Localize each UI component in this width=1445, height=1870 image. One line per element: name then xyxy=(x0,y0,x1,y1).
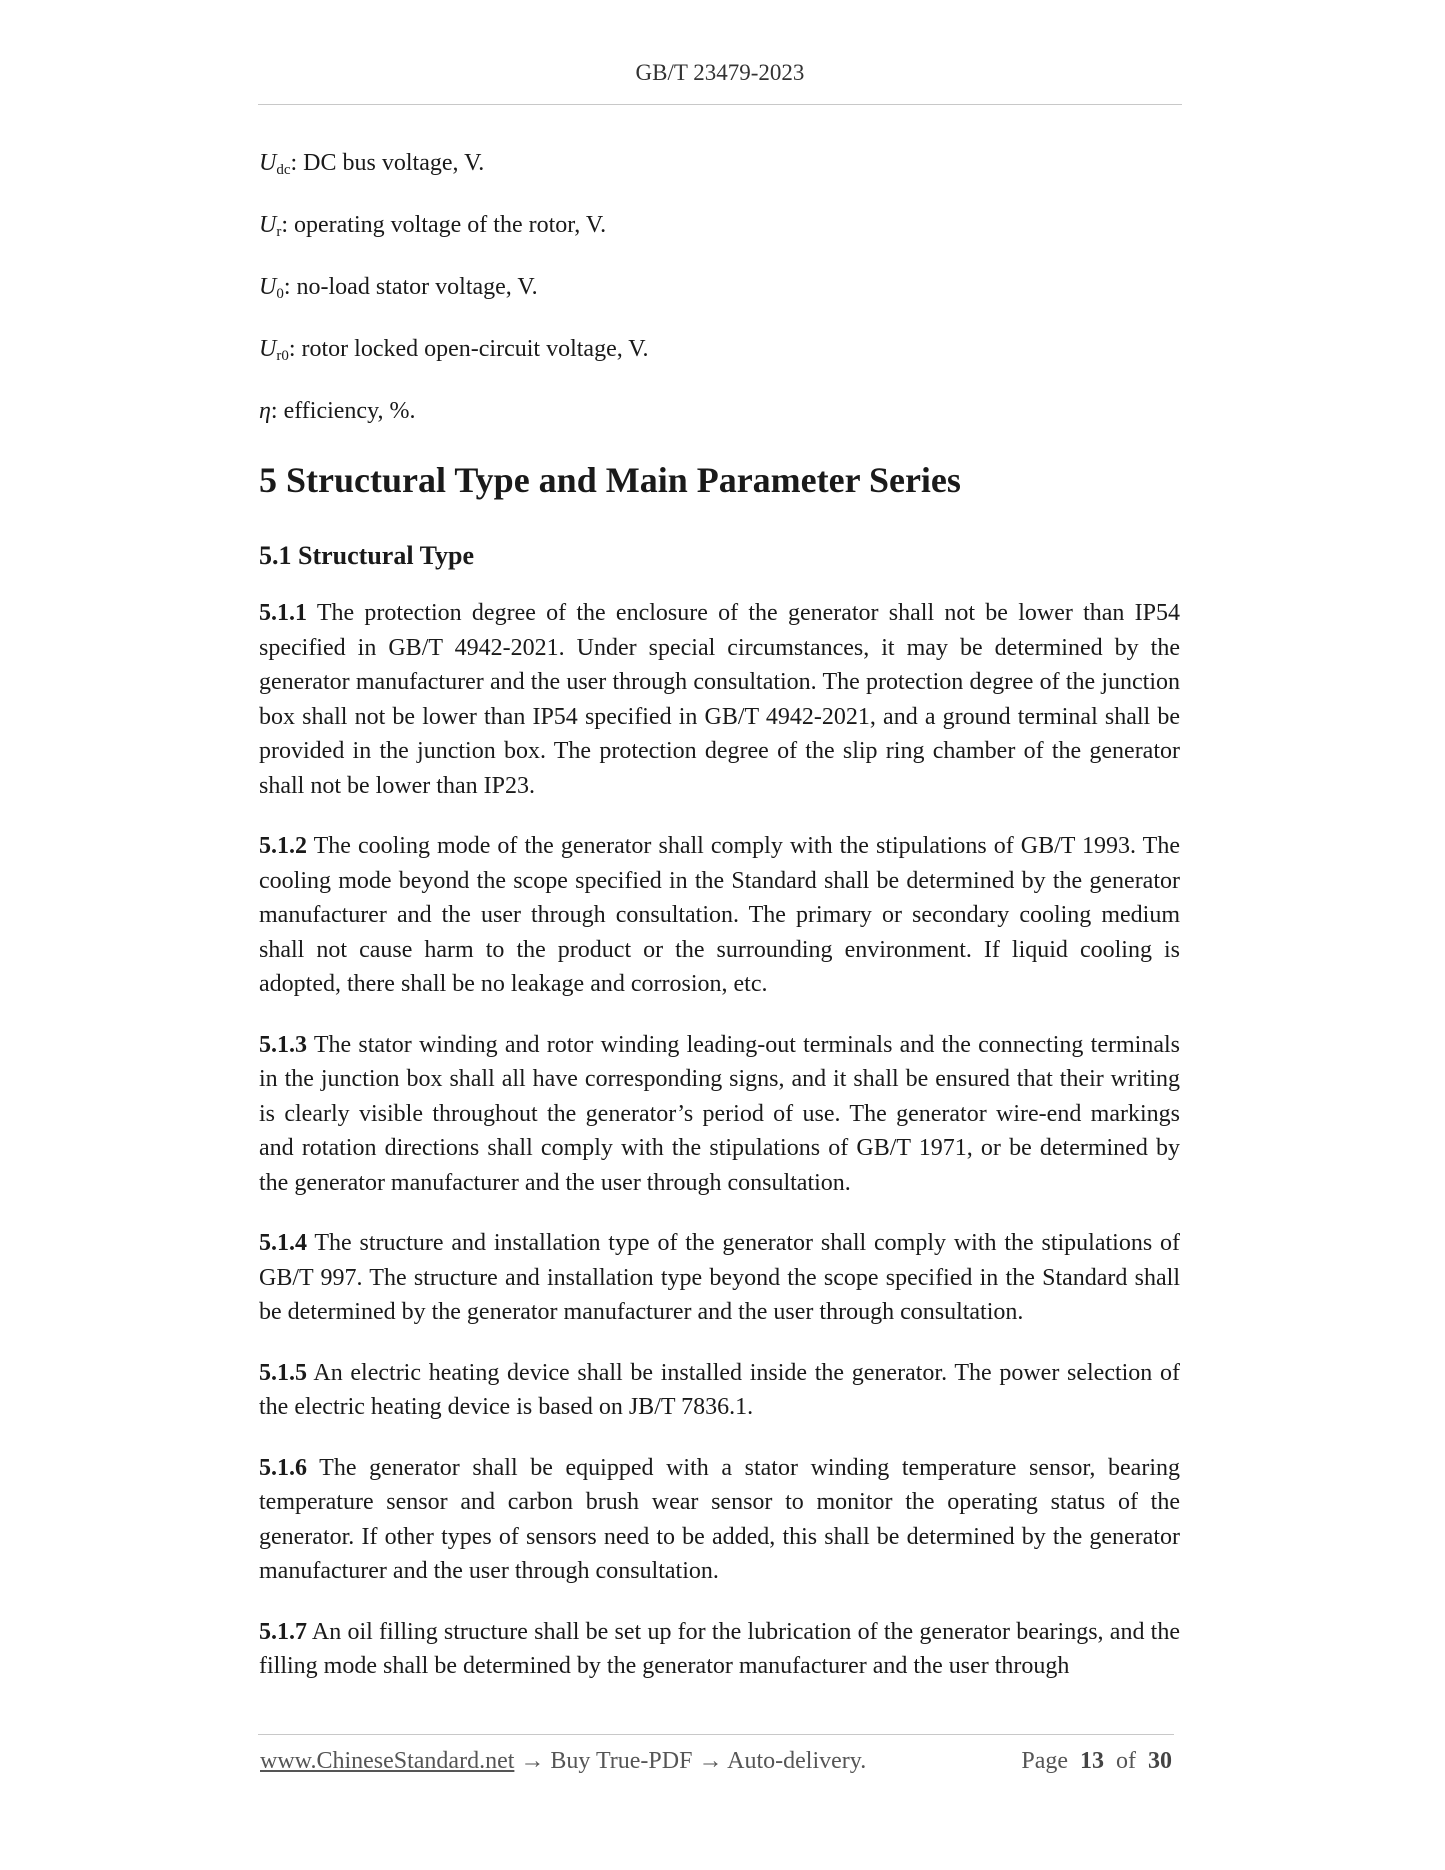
symbol-variable: U xyxy=(259,336,277,362)
clause-text: The protection degree of the enclosure of the generator shall not be lower than IP54 specified in GB/T 4942-2021. Under special circumstances, it may be determined by the generator manufacturer and the user through consultation. The protection degree of the junction box shall not be lower than IP54 specified in GB/T 4942-2021, and a ground terminal shall be provided in the junction box. The protection degree of the slip ring chamber of the generator shall not be lower than IP23. xyxy=(259,600,1180,799)
symbol-definition-u0 xyxy=(259,272,1180,302)
subsection-heading: 5.1 Structural Type xyxy=(259,541,474,570)
clause-5-1-3 xyxy=(259,1028,1180,1201)
page-header xyxy=(258,60,1182,86)
symbol-variable: η xyxy=(259,398,271,424)
clause-text: The structure and installation type of the generator shall comply with the stipulations of GB/T 997. The structure and installation type beyond the scope specified in the Standard shall be determined by the generator manufacturer and the user through consultation. xyxy=(259,1230,1180,1325)
page-content xyxy=(259,148,1180,1684)
symbol-subscript: dc xyxy=(276,162,291,178)
website-link[interactable]: www.ChineseStandard.net xyxy=(260,1748,515,1774)
clause-number: 5.1.4 xyxy=(259,1230,307,1256)
arrow-right-icon: → xyxy=(698,1748,723,1774)
symbol-subscript: r xyxy=(276,224,282,240)
symbol-definition-udc xyxy=(259,148,1180,178)
clause-number: 5.1.1 xyxy=(259,600,307,626)
symbol-description: : operating voltage of the rotor, V. xyxy=(281,212,607,238)
of-label: of xyxy=(1116,1748,1136,1774)
symbol-description: : no-load stator voltage, V. xyxy=(283,274,538,300)
clause-5-1-6 xyxy=(259,1451,1180,1589)
symbol-definition-eta xyxy=(259,396,1180,426)
symbol-description: : DC bus voltage, V. xyxy=(290,150,485,176)
clause-text: The cooling mode of the generator shall comply with the stipulations of GB/T 1993. The cooling mode beyond the scope specified in the Standard shall be determined by the generator manufacturer and the user through consultation. The primary or secondary cooling medium shall not cause harm to the product or the surrounding environment. If liquid cooling is adopted, there shall be no leakage and corrosion, etc. xyxy=(259,833,1180,997)
footer-purchase-info xyxy=(260,1748,866,1775)
document-id: GB/T 23479-2023 xyxy=(635,60,805,85)
clause-text: An electric heating device shall be installed inside the generator. The power selection of the electric heating device is based on JB/T 7836.1. xyxy=(259,1359,1180,1420)
clause-5-1-2 xyxy=(259,829,1180,1002)
clause-number: 5.1.3 xyxy=(259,1031,307,1058)
current-page: 13 xyxy=(1080,1748,1104,1774)
symbol-definition-ur xyxy=(259,210,1180,240)
clause-text: An oil filling structure shall be set up for the lubrication of the generator bearings, and the filling mode shall be determined by the generator manufacturer and the user through xyxy=(259,1618,1180,1679)
clause-number: 5.1.7 xyxy=(259,1618,307,1645)
clause-5-1-7 xyxy=(259,1615,1180,1684)
symbol-variable: U xyxy=(259,274,277,300)
clause-5-1-5 xyxy=(259,1356,1180,1425)
clause-number: 5.1.6 xyxy=(259,1454,307,1481)
symbol-description: : rotor locked open-circuit voltage, V. xyxy=(288,336,649,362)
symbol-subscript: r0 xyxy=(276,348,289,364)
page-label: Page xyxy=(1021,1748,1068,1774)
clause-5-1-1 xyxy=(259,596,1180,803)
footer-step-delivery: Auto-delivery. xyxy=(722,1748,867,1774)
symbol-subscript: 0 xyxy=(276,286,284,302)
clause-text: The stator winding and rotor winding leading-out terminals and the connecting terminals in the junction box shall all have corresponding signs, and it shall be ensured that their writing is clearly visible throughout the generator’s period of use. The generator wire-end markings and rotation directions shall comply with the stipulations of GB/T 1971, or be determined by the generator manufacturer and the user through consultation. xyxy=(259,1031,1180,1196)
symbol-description: : efficiency, %. xyxy=(270,398,416,424)
clause-number: 5.1.2 xyxy=(259,833,307,859)
arrow-right-icon: → xyxy=(520,1748,545,1774)
total-pages: 30 xyxy=(1148,1748,1172,1774)
header-divider xyxy=(258,104,1182,105)
page-number xyxy=(1021,1748,1172,1775)
section-heading: 5 Structural Type and Main Parameter Series xyxy=(259,460,961,500)
page-footer xyxy=(260,1748,1174,1782)
footer-step-buy: Buy True-PDF xyxy=(544,1748,699,1774)
clause-text: The generator shall be equipped with a stator winding temperature sensor, bearing temperature sensor and carbon brush wear sensor to monitor the operating status of the generator. If other types of sensors need to be added, this shall be determined by the generator manufacturer and the user through consultation. xyxy=(259,1454,1180,1584)
footer-divider xyxy=(258,1734,1174,1735)
symbol-definition-ur0 xyxy=(259,334,1180,364)
symbol-variable: U xyxy=(259,150,277,176)
clause-5-1-4 xyxy=(259,1226,1180,1330)
symbol-variable: U xyxy=(259,212,277,238)
clause-number: 5.1.5 xyxy=(259,1359,307,1386)
